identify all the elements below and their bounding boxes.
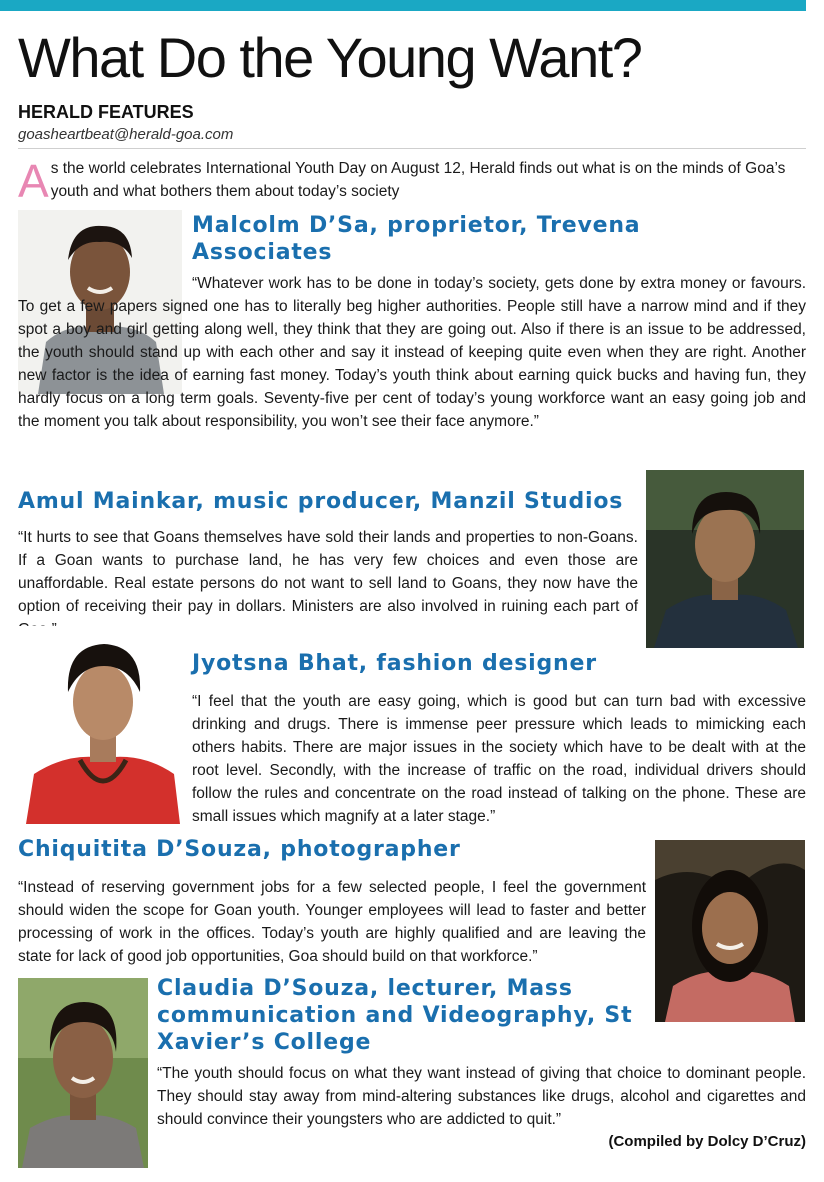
portrait-photo-jyotsna (18, 626, 188, 824)
profile-name-amul: Amul Mainkar, music producer, Manzil Studios (18, 489, 624, 514)
article-title: What Do the Young Want? (18, 26, 642, 89)
contact-email[interactable]: goasheartbeat@herald-goa.com (18, 126, 234, 143)
profile-quote-claudia: “The youth should focus on what they want instead of giving that choice to dominant people. They should stay away from mind-altering substances like drugs, alcohol and cigarettes and should convince their youngsters who are addicted to quit.” (157, 1065, 806, 1128)
profile-quote-chiquitita: “Instead of reserving government jobs for a few selected people, I feel the government should widen the scope for Goan youth. Younger employees will lead to faster and better processing of work in the offices. Today’s youth are highly qualified and are leaving the state for lack of good job opportunities, Goa should build on that workforce.” (18, 879, 646, 965)
profile-quote-malcolm: “Whatever work has to be done in today’s society, gets done by extra money or favours. To get a few papers signed one has to literally beg higher authorities. People still have a narrow mind and if they spot a boy and girl getting along well, they think that they are going out. Also if there is an issue to be addressed, the youth should stand up with each other and say it instead of keeping quite even when they are right. Another new factor is the idea of earning fast money. Today’s youth think about earning quick bucks and having fun, they hardly focus on a long term goals. Seventy-five per cent of today’s young workforce want an easy going job and the moment you talk about responsibility, you won’t see their face anymore.” (18, 275, 806, 430)
intro-text: s the world celebrates International Youth Day on August 12, Herald finds out what is on the minds of Goa’s youth and what bothers them about today’s society (50, 160, 786, 200)
profile-quote-amul: “It hurts to see that Goans themselves have sold their lands and properties to non-Goans. If a Goan wants to purchase land, he has very few choices and even those are unaffordable. Real estate persons do not want to sell land to Goans, they now have the option of receiving their pay in dollars. Ministers are also involved in ruining each part of (18, 529, 638, 615)
header-divider (18, 148, 806, 149)
header-accent-bar (0, 0, 806, 11)
compiled-by-credit: (Compiled by Dolcy D’Cruz) (608, 1133, 806, 1150)
portrait-photo-chiquitita (655, 840, 805, 1022)
profile-name-chiquitita: Chiquitita D’Souza, photographer (18, 837, 461, 862)
profile-quote-jyotsna: “I feel that the youth are easy going, which is good but can turn bad with excessive drinking and drugs. There is immense peer pressure which leads to mimicking each others habits. There are major issues in the society which have to be dealt with at the root level. Secondly, with the increase of traffic on the road, individual drivers should follow the rules and concentrate on the road instead of talking on the phone. These are small issues which magnify at a later stage.” (192, 693, 806, 825)
profile-name-malcolm: Malcolm D’Sa, proprietor, Trevena Associates (192, 213, 641, 265)
profile-name-jyotsna: Jyotsna Bhat, fashion designer (192, 651, 597, 676)
intro-paragraph (18, 155, 808, 207)
profile-name-claudia: Claudia D’Souza, lecturer, Mass communication and Videography, St Xavier’s College (157, 976, 633, 1055)
intro-dropcap: A (18, 155, 49, 207)
portrait-photo-amul (646, 470, 804, 648)
portrait-photo-claudia (18, 978, 148, 1168)
byline: HERALD FEATURES (18, 102, 194, 122)
